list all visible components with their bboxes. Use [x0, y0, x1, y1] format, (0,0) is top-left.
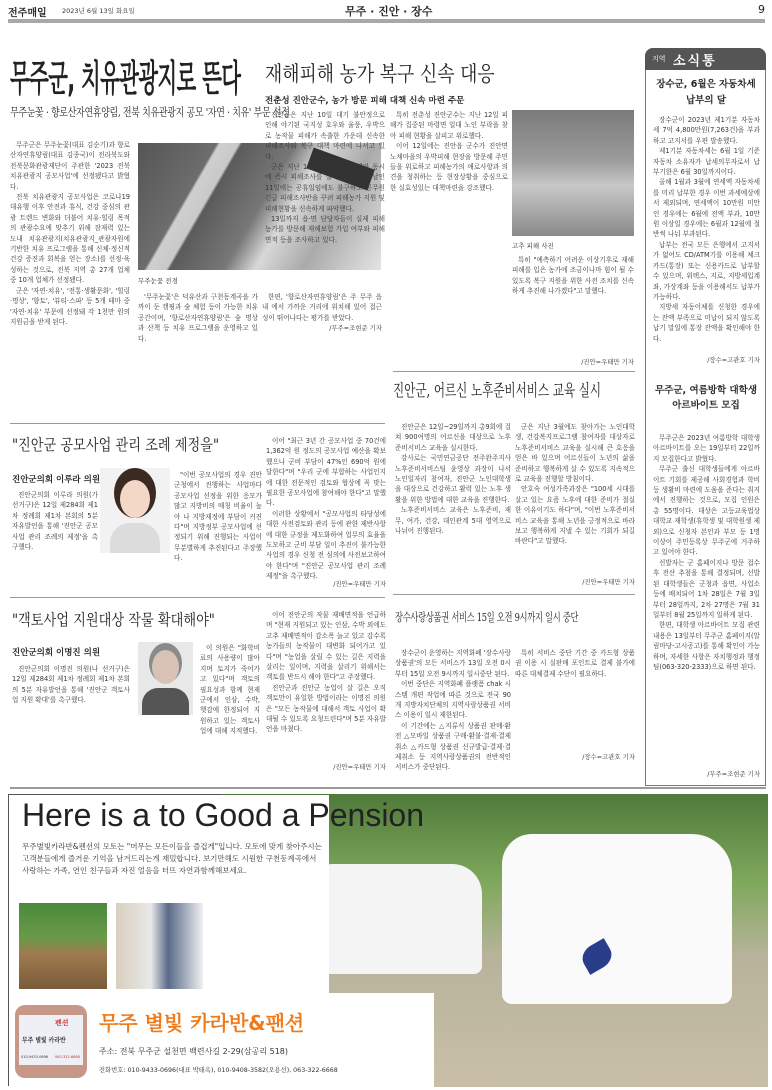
- elder-body-col1: 진안군은 12일~29일까지 총9회에 걸쳐 900여명의 어르신을 대상으로 노후준비서비스 교육을 실시한다. 강사로는 국민연금공단 전주완주지사 노후준비서비스팀 윤영상 과장이 나서 노인일자리 참여자, 진안군 노인대학생을 대상으로 건강하고 활력 있는 노후 생활을 위한 방법에 대한 교육을 진행한다. 노후준비서비스 교육은 노후준비, 재무, 여가, 건강, 대인관계 5대 영역으로 나뉘어 진행된다.: [395, 423, 511, 536]
- header-rule: [8, 19, 765, 23]
- sign-text: 펜션: [55, 1019, 69, 1027]
- ad-top-rule: [10, 787, 766, 789]
- deck-photo: [19, 903, 107, 989]
- sign-text: 010-9433-0696: [21, 1055, 49, 1059]
- disaster-photo-caption: 고추 피해 사진: [512, 242, 554, 250]
- sidebar-header: [645, 48, 766, 70]
- opinion1-portrait: [100, 468, 170, 553]
- sidebar-item-title: 무주군, 여름방학 대학생 아르바이트 모집: [655, 385, 757, 411]
- paper-name: 전주매일: [8, 8, 47, 19]
- lead-body-col2: '무주눈꽃'은 덕유산과 구천동계곡을 가까이 둔 캠핑과 숲 체험 등이 가능한 치유 공간이며, '향로산자연휴양림'은 숲 명상과 산책 등 치유 프로그램을 운영하고 있다.: [138, 293, 258, 343]
- opinion1-headline: "진안군 공모사업 관리 조례 제정을": [12, 436, 220, 454]
- pension-sign-logo: [15, 1005, 87, 1078]
- lead-photo-caption: 무주눈꽃 전경: [138, 277, 178, 285]
- room-photo: [116, 903, 203, 989]
- disaster-photo: [512, 110, 634, 236]
- divider: [10, 597, 385, 598]
- sidebar-item-body: 장수군이 2023년 제1기분 자동차세 7억 4,800만원(7,263건)을 부과하고 고지서를 우편 발송했다. 제1기분 자동차세는 6월 1일 기준 자동차 소유자가 납세의무자로서 납부기한은 6월 30일까지이다. 올해 1월과 3월에 연세액 자동차세를 미리 납부한 경우 이번 과세예상에서 제외되며, 연세액이 10만원 미만인 경우에는 6월에 전액 부과, 10만원 이상일 경우에는 6월과 12월에 절반씩 나눠 부과된다. 납부는 전국 모든 은행에서 고지서가 없어도 CD/ATM기를 이용해 체크카드(통장) 또는 신용카드로 납부할 수 있으며, 위택스, 지로, 지방세입계좌, 가상계좌 등을 이용해서도 납부가 가능하다. 지방세 자동이체를 신청한 경우에는 잔액 부족으로 미납이 되지 않도록 납기 말일에 통장 잔액을 확인해야 한다.: [653, 116, 760, 343]
- sidebar-item-title: 장수군, 6월은 자동차세 납부의 달: [656, 79, 756, 106]
- opinion1-body-col1: 진안군의회 이루라 의원(가 선거구)은 12일 제284회 제1차 정례회 제1차 본회의 5분 자유발언을 통해 '진안군 공모사업 관리 조례의 제정'을 촉구했다.: [12, 491, 98, 552]
- pension-address: 주소: 전북 무주군 설천면 백련사길 2-29(삼공리 518): [99, 1047, 288, 1056]
- opinion2-byline: /진안=우태만 기자: [333, 763, 386, 771]
- pension-advertisement: [8, 794, 766, 1086]
- sidebar-item-byline: /장수=고관호 기자: [707, 356, 760, 364]
- disaster-body-col2: 특히 전춘성 진안군수는 지난 12일 피해가 집중된 마령면 일대 노인 부락을 찾아 피해 현황을 살피고 위로했다. 이어 12일에는 진안읍 군수가 진안면 노채마을의 우박피해 현장을 방문해 주민들을 위로하고 피해농가의 애로사항과 의견을 청취하는 등 현장상황을 중심으로 한 실효성있는 대책마련을 강조했다.: [390, 111, 508, 192]
- opinion2-body-col1: 진안군의회 이명진 의원(나 선거구)은 12일 제284회 제1차 정례회 제1차 본회의 5분 자유발언을 통해 '진안군 객토사업 지원 확대'를 촉구했다.: [12, 665, 130, 705]
- sign-text: 무주 별빛 카라반: [22, 1036, 66, 1044]
- opinion2-portrait: [138, 642, 193, 715]
- opinion1-byline: /진안=우태만 기자: [333, 580, 386, 588]
- sidebar-item-body: 무주군은 2023년 여름방학 대학생 아르바이트를 오는 19일부터 22일까지 모집한다고 밝혔다. 무주군 출신 대학생들에게 아르바이트 기회를 제공해 사회경험과 학비 등 생활비 마련에 도움을 준다는 취지에서 진행하는 것으로, 모집 인원은 총 55명이다. 대상은 고등교육법상 대학교 재학생(휴학생 및 대학원생 제외)으로 신청자 본인과 부모 등 1명 이상이 주민등록상 무주군에 거주하고 있어야 한다. 선발자는 군 홈페이지나 방문 접수 후 전산 추첨을 통해 결정되며, 선발된 대학생들은 군청과 읍면, 사업소 등에 배치되어 1차 28일은 7월 3일부터 28일까지, 2차 27명은 7월 31일부터 8월 25일까지 일하게 된다. 한편, 대학생 아르바이트 모집 관련 내용은 13일부터 무주군 홈페이지(알림마당-고시공고)를 통해 확인이 가능하며, 자세한 사항은 자치행정과 행정팀(063-320-2333)으로 하면 된다.: [653, 434, 760, 671]
- sidebar-label-big: 소식통: [673, 54, 717, 69]
- opinion1-author: 진안군의회 이루라 의원: [12, 475, 101, 485]
- elder-body-col2: 군은 지난 3월에도 찾아가는 노인대학생, 건강복지프로그램 참여자를 대상자로 노후준비서비스 교육을 실시해 큰 호응을 얻은 바 있으며 어르신들이 노년의 삶을 준비하고 행복하게 살 수 있도록 지속적으로 교육을 진행할 방침이다. 안호숙 여성가족과장은 "100세 시대를 살고 있는 요즘 노후에 대한 준비가 절실한 이유이기도 하다"며, "이번 노후준비서비스 교육을 통해 노년을 긍정적으로 바라보고 행복하게 지낼 수 있는 기회가 되길 바란다"고 말했다.: [515, 423, 635, 546]
- lead-subhead: 무주눈꽃 · 향로산자연휴양림, 전북 치유관광지 공모 '자연 · 치유' 부문 선정: [10, 105, 290, 119]
- opinion2-body-col2: 이 의원은 "화학비료의 사용량이 많아지며 토지가 죽어가고 있다"며 객토의 필요성과 함께 현재 군에서 인삼, 수박, 햇감에 한정되어 지원하고 있는 객토사업에 대해 지적했다.: [200, 644, 260, 736]
- divider: [393, 371, 635, 372]
- ad-title: Here is a to Good a Pension: [22, 797, 425, 833]
- voucher-body-col2: 특히 서비스 중단 기간 중 카드형 상품권 이용 시 실판매 포인트로 결제 불가에 따른 대체결제 수단이 필요하다.: [515, 649, 635, 678]
- pension-phone: 전화번호: 010-9433-0696(대표 박태옥), 010-9408-3582(오용선), 063-322-6668: [99, 1067, 338, 1074]
- elder-headline: 진안군, 어르신 노후준비서비스 교육 실시: [393, 381, 602, 400]
- local-news-sidebar: [645, 48, 766, 786]
- opinion2-body-col3: 이어 진안군의 작물 재배면적을 언급하며 "현재 지원되고 있는 인삼, 수박 외에도 고추 재배면적이 감소폭 늘고 있고 감수록 농가들의 농작물이 대변화 되어가고 있다"며 "농업을 살릴 수 있는 길은 지력을 살리는 일이며, 지력을 살리기 위해서는 객토를 반드시 해야 한다"고 주장했다. 진안군과 진안군 농업이 살 길은 오직 객토만이 유일한 방법이라는 이명진 의원은 "모든 농작물에 대해서 객토 사업이 확대될 수 있도록 요청드린다"며 5분 자유발언을 마쳤다.: [266, 611, 386, 734]
- opinion1-body-col3: 이어 "최근 3년 간 공모사업 중 70건에 1,362억 원 정도의 공모사업 예산을 확보했으나 군비 부담이 47%인 690억 원에 달한다"며 "우리 군에 부합하는 사업인지에 대한 전문적인 검토와 협상에 꼭 맞는 필요한 공모사업에 참여해야 한다"고 말했다. 이러한 상황에서 "공모사업의 타당성에 대한 사전검토와 관리 등에 관한 제반사항에 대한 규정을 제도화하여 업무의 효율을 도모하고 군비 부담 일이 추진이 불가능한 사업의 경우 신청 전 심의에 사전보고하여야 한다"며 "진안군 공모사업 관리 조례 제정"을 촉구했다.: [266, 437, 386, 581]
- issue-date: 2023년 6월 13일 화요일: [62, 7, 135, 15]
- ad-intro: 무주별빛카라반&펜션의 모토는 "머무는 모든이들을 즐겁게"입니다. 모토에 맞게 찾아주시는 고객분들에게 즐거운 기억을 남겨드리는게 재밌합니다. 보기만해도 시원한 구천동계곡에서 사랑하는 가족, 연인 친구들과 자진 얼음을 터뜨 자연과함께해보세요.: [22, 842, 322, 875]
- lead-body-col1: 무주군은 무주눈꽃(대표 김순기)과 향로산자연휴양림(대표 김종국)이 전라북도와 전북문화관광재단이 주관한 '2023 전북 치유관광지 공모사업'에 선정됐다고 밝혔다. 전북 치유관광지 공모사업은 코로나19 대유행 이후 안전과 휴식, 건강 중심의 관광 트렌드 변화와 더불어 치유·힐링 목적의 관광수요에 맞추기 위해 잠재력 있는 도내 치유관광지(치유관광지_관광자원에 기반한 치유 프로그램을 통해 신체·정신적 건강 증진과 회복을 얻는 장소)를 선정·육성하는 것으로, 전북 지역 총 27개 업체 중 10개 업체가 선정됐다. 군은 '자연·치유', '전통·생활문화', '힐링·명상', '향토', '뷰티·스파' 등 5개 테마 중 '자연·치유' 부문에 선정돼 각 1천만 원의 지원금을 받게 된다.: [10, 141, 130, 326]
- divider: [10, 423, 385, 424]
- lead-headline: 무주군, 치유관광지로 뜬다: [10, 57, 241, 100]
- sign-text: 063-322-6668: [55, 1055, 80, 1059]
- disaster-headline: 재해피해 농가 복구 신속 대응: [265, 62, 495, 86]
- disaster-body-col3: 특히 "예측하기 어려운 이상기후로 재해피해를 입은 농가에 조금이나마 힘이 될 수 있도록 복구 지원을 위한 사전 조치를 신속하게 추진해 나가겠다"고 말했다.: [512, 256, 634, 296]
- voucher-byline: /장수=고관호 기자: [582, 753, 635, 761]
- opinion2-headline: "객토사업 지원대상 작물 확대해야": [12, 611, 215, 629]
- opinion1-body-col2b: "이번 공모사업의 경우 진안군청에서 진행하는 사업마다 공모사업 선정을 위한 응모가 많고 지방비의 매칭 비율이 높아 나 지방재정에 부담이 커진다"며 지방정부 공모사업에 선정되기 위해 진행되는 사업이 무분별하게 추진된다고 주장했다.: [174, 471, 262, 563]
- pension-name: 무주 별빛 카라반&팬션: [99, 1011, 305, 1035]
- voucher-headline: 장수사랑상품권 서비스 15일 오전 9시까지 일시 중단: [395, 610, 579, 624]
- voucher-body-col1: 장수군이 운영하는 지역화폐 '장수사랑상품권'의 모든 서비스가 13일 오전 0시부터 15일 오전 9시까지 일시중단 된다. 이번 중단은 지역화폐 플랫폼 chak 시스템 개편 작업에 따른 것으로 전국 90개 지방자치단체의 지역사랑상품권 서비스 이용이 일시 제한된다. 이 기간에는 △지류식 상품권 판매·환전 △모바일 상품권 구매·환불·결제·결제취소 △카드형 상품권 신규발급·결제·결제취소 등 지역사랑상품권의 전반적인 서비스가 중단된다.: [395, 649, 512, 772]
- divider: [393, 594, 635, 595]
- opinion2-author: 진안군의회 이명진 의원: [12, 648, 101, 658]
- elder-byline: /진안=우태만 기자: [582, 578, 635, 586]
- disaster-subhead: 전춘성 진안군수, 농가 방문 피해 대책 신속 마련 주문: [265, 96, 465, 106]
- sidebar-label-small: 지역: [652, 55, 666, 63]
- disaster-byline: /진안=우태만 기자: [581, 358, 634, 366]
- lead-body-col3: 한편, '향로산자연휴양림'은 주 무주 읍내 에서 가까운 거리에 위치해 있어 접근성이 뛰어나다는 평가를 받았다. /무주=조현준 기자: [262, 293, 382, 333]
- disaster-body-col1: 진안군은 지난 10일 대기 불안정으로 인해 야기된 국지성 호우와 울풍, 우박으로 농작물 피해가 속출한 가운데 신속한 피해조사와 복구 대책 마련에 나서고 있다. 군은 지난 10일 재난피해 발생과 동시에 즉시 피해조사를 실시하고, 다음 날인 11일에는 공휴일임에도 불구하고 공무원 긴급 피해조사반을 꾸려 피해농가 지원 및 피해현황을 신속하게 파악했다. 13일까지 읍·면 담당자들이 실제 피해 농가를 방문해 재해보험 가입 여부와 피해 면적 등을 조사하고 있다.: [265, 111, 385, 244]
- section-title: 무주 · 진안 · 장수: [345, 5, 433, 18]
- sidebar-item-byline: /무주=조현준 기자: [707, 770, 760, 778]
- page-number: 9: [758, 3, 765, 16]
